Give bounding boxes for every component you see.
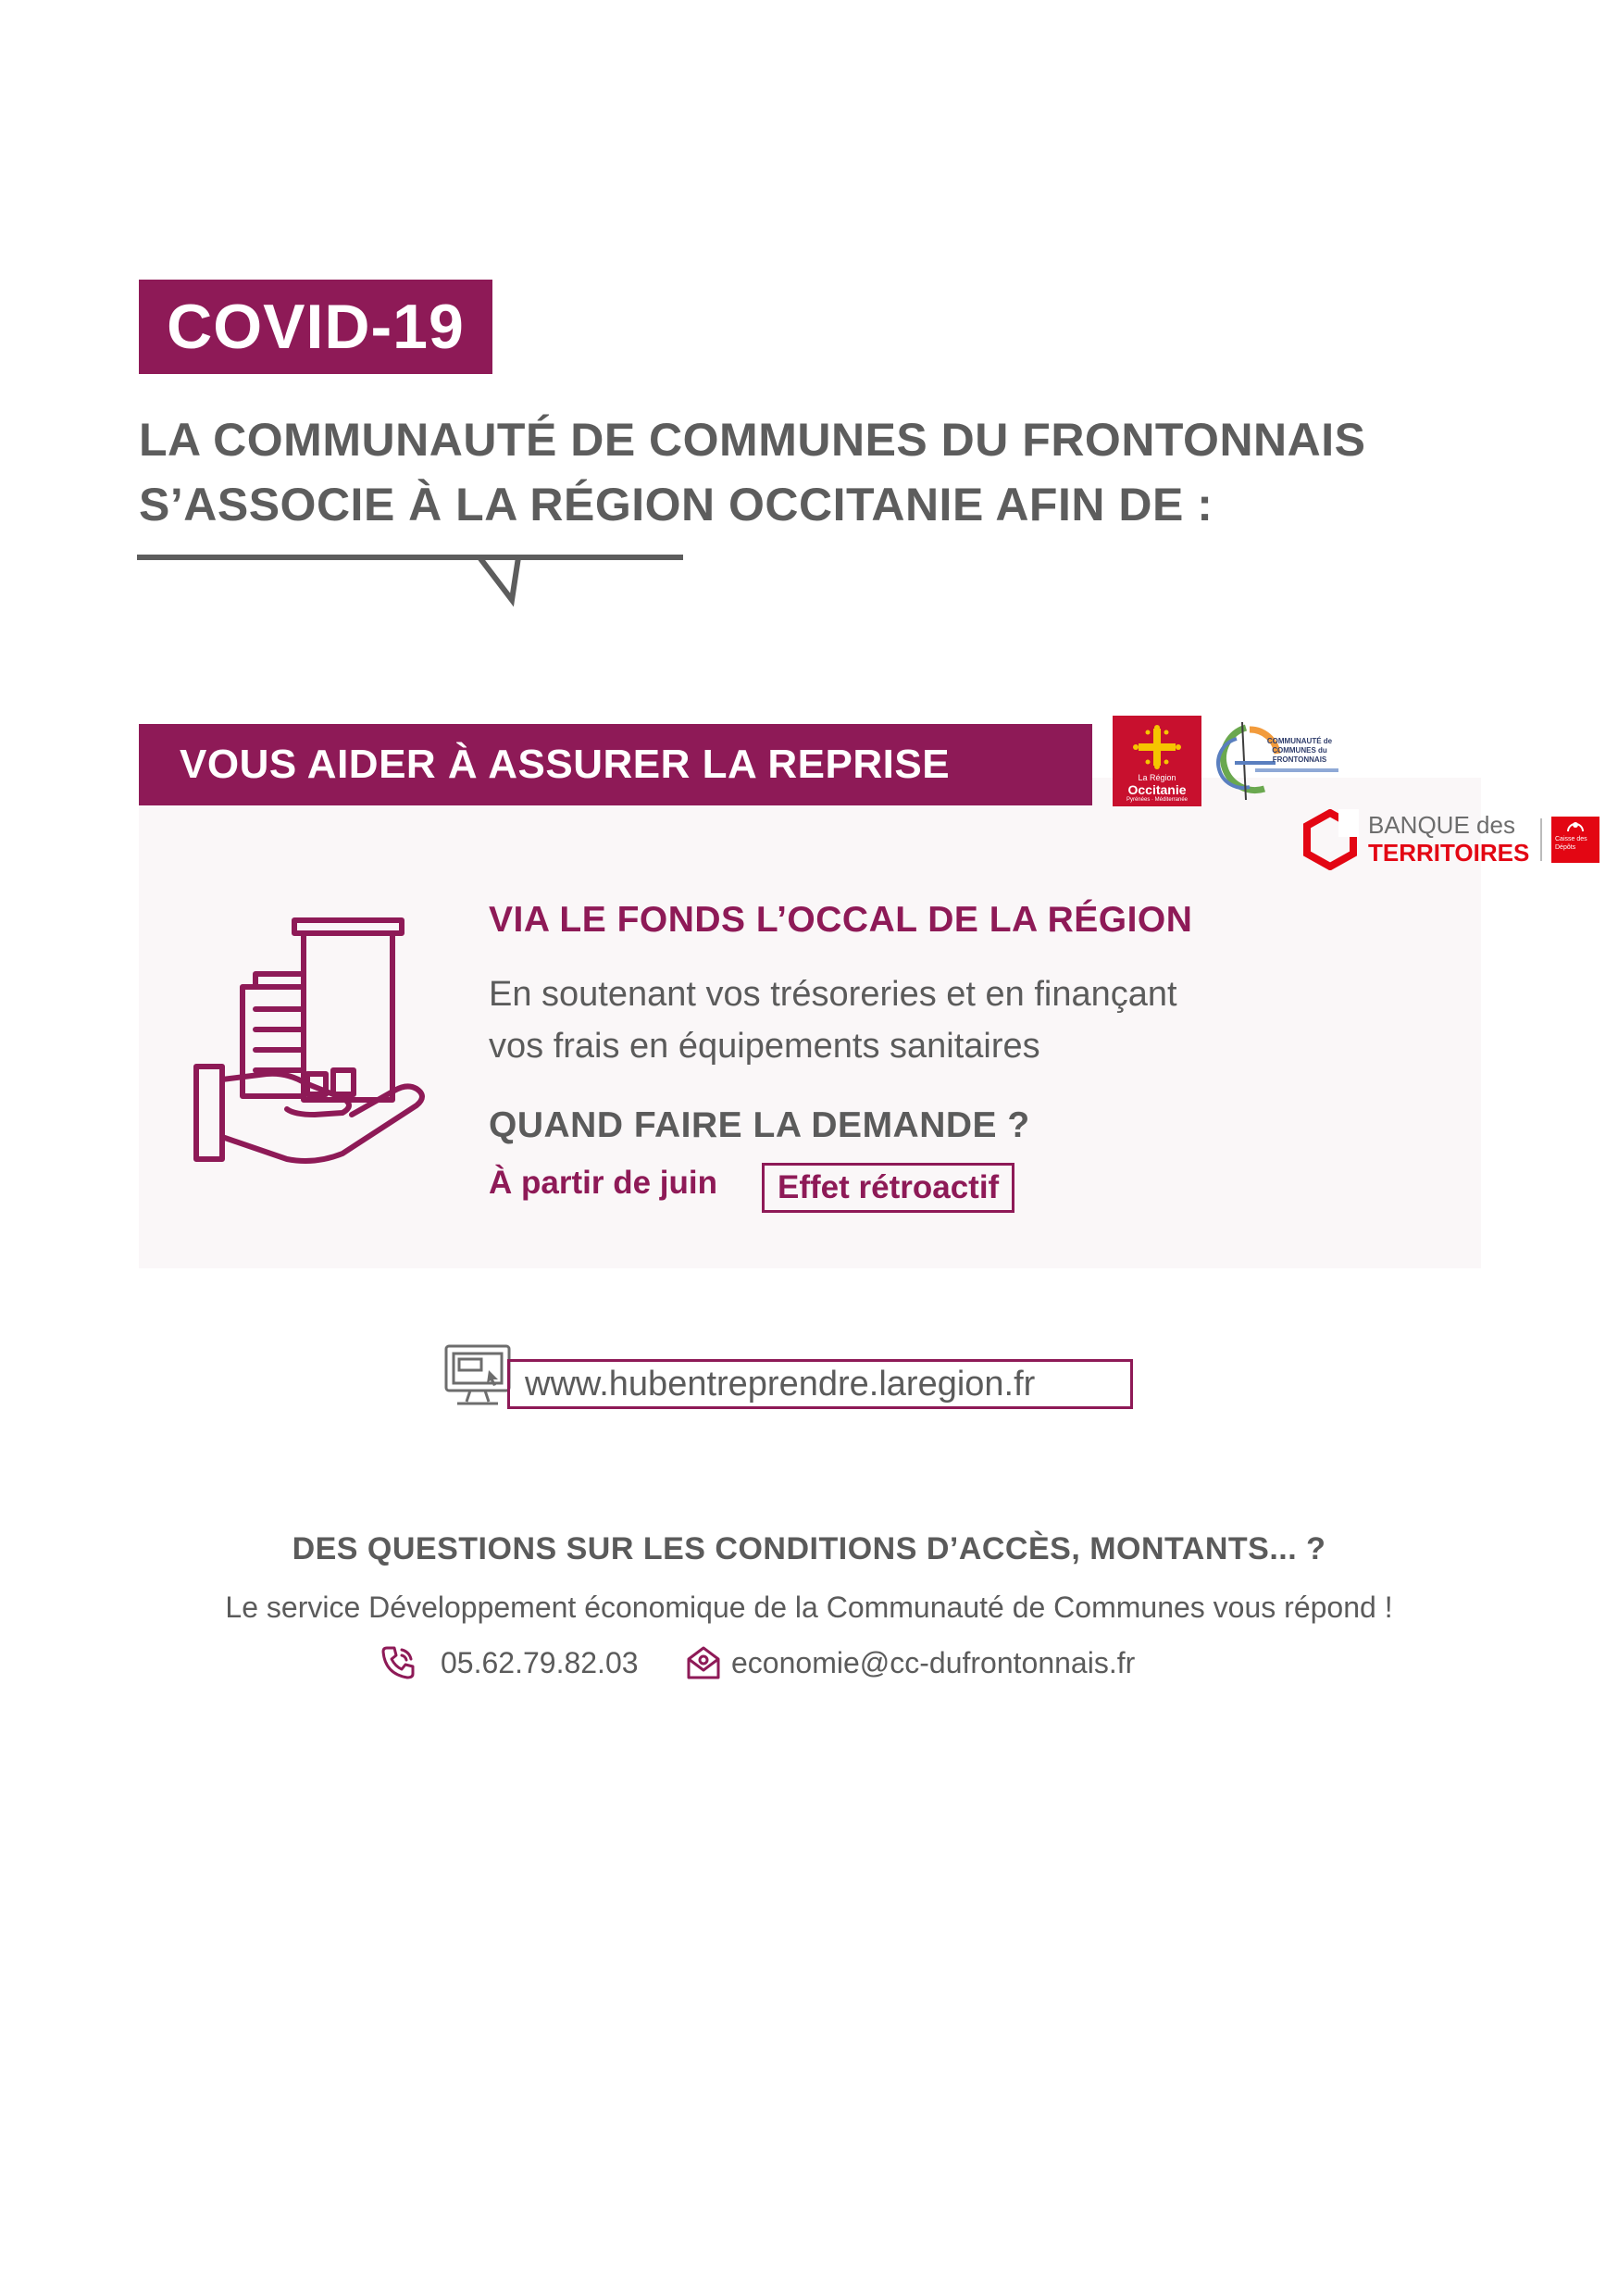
when-prefix: À partir de — [489, 1165, 660, 1201]
frontonnais-logo — [1209, 717, 1338, 805]
computer-screen-icon — [442, 1342, 513, 1411]
caisse-emblem-icon — [1566, 818, 1585, 833]
banque-logo-line1: BANQUE des — [1368, 811, 1515, 839]
building-in-hand-icon — [185, 917, 435, 1194]
region-occitanie-logo — [1113, 716, 1201, 806]
frontonnais-logo-text: COMMUNAUTÉ de COMMUNES du FRONTONNAIS — [1266, 737, 1333, 764]
headline-line-1: LA COMMUNAUTÉ DE COMMUNES DU FRONTONNAIS — [139, 414, 1366, 466]
headline — [139, 407, 1527, 537]
fund-description-line-2: vos frais en équipements sanitaires — [489, 1027, 1040, 1066]
when-month: juin — [659, 1165, 717, 1201]
covid-badge: COVID-19 — [139, 280, 492, 374]
mail-icon — [685, 1644, 722, 1681]
section-banner: VOUS AIDER À ASSURER LA REPRISE — [139, 724, 1092, 805]
caisse-des-depots-logo — [1551, 817, 1599, 863]
caisse-logo-text: Caisse des Dépôts — [1555, 836, 1587, 851]
phone-icon — [380, 1644, 417, 1681]
questions-title: DES QUESTIONS SUR LES CONDITIONS D’ACCÈS, MONTANTS... ? — [292, 1531, 1326, 1566]
hexagon-icon — [1301, 809, 1359, 870]
fund-title: VIA LE FONDS L’OCCAL DE LA RÉGION — [489, 900, 1193, 940]
phone-number[interactable]: 05.62.79.82.03 — [441, 1646, 639, 1679]
speech-bubble-underline — [137, 552, 683, 607]
occitanie-logo-line2: Occitanie — [1127, 782, 1187, 797]
fund-description — [489, 968, 1322, 1072]
headline-line-2: S’ASSOCIE À LA RÉGION OCCITANIE AFIN DE : — [139, 479, 1214, 530]
occitanie-logo-line1: La Région — [1138, 773, 1176, 782]
banque-logo-line2: TERRITOIRES — [1368, 839, 1530, 867]
banque-des-territoires-logo — [1301, 807, 1599, 870]
email-address[interactable]: economie@cc-dufrontonnais.fr — [731, 1646, 1136, 1679]
occitanie-logo-line3: Pyrénées · Méditerranée — [1126, 797, 1189, 803]
occitan-cross-icon — [1133, 725, 1181, 769]
banque-logo-separator — [1540, 818, 1542, 861]
frontonnais-logo-stripe — [1255, 768, 1338, 772]
when-date — [489, 1165, 717, 1202]
fund-description-line-1: En soutenant vos trésoreries et en finançant — [489, 975, 1177, 1014]
retroactive-badge: Effet rétroactif — [762, 1163, 1014, 1213]
when-title: QUAND FAIRE LA DEMANDE ? — [489, 1105, 1030, 1145]
questions-answer: Le service Développement économique de la Communauté de Communes vous répond ! — [225, 1591, 1393, 1624]
website-link[interactable]: www.hubentreprendre.laregion.fr — [507, 1359, 1133, 1409]
